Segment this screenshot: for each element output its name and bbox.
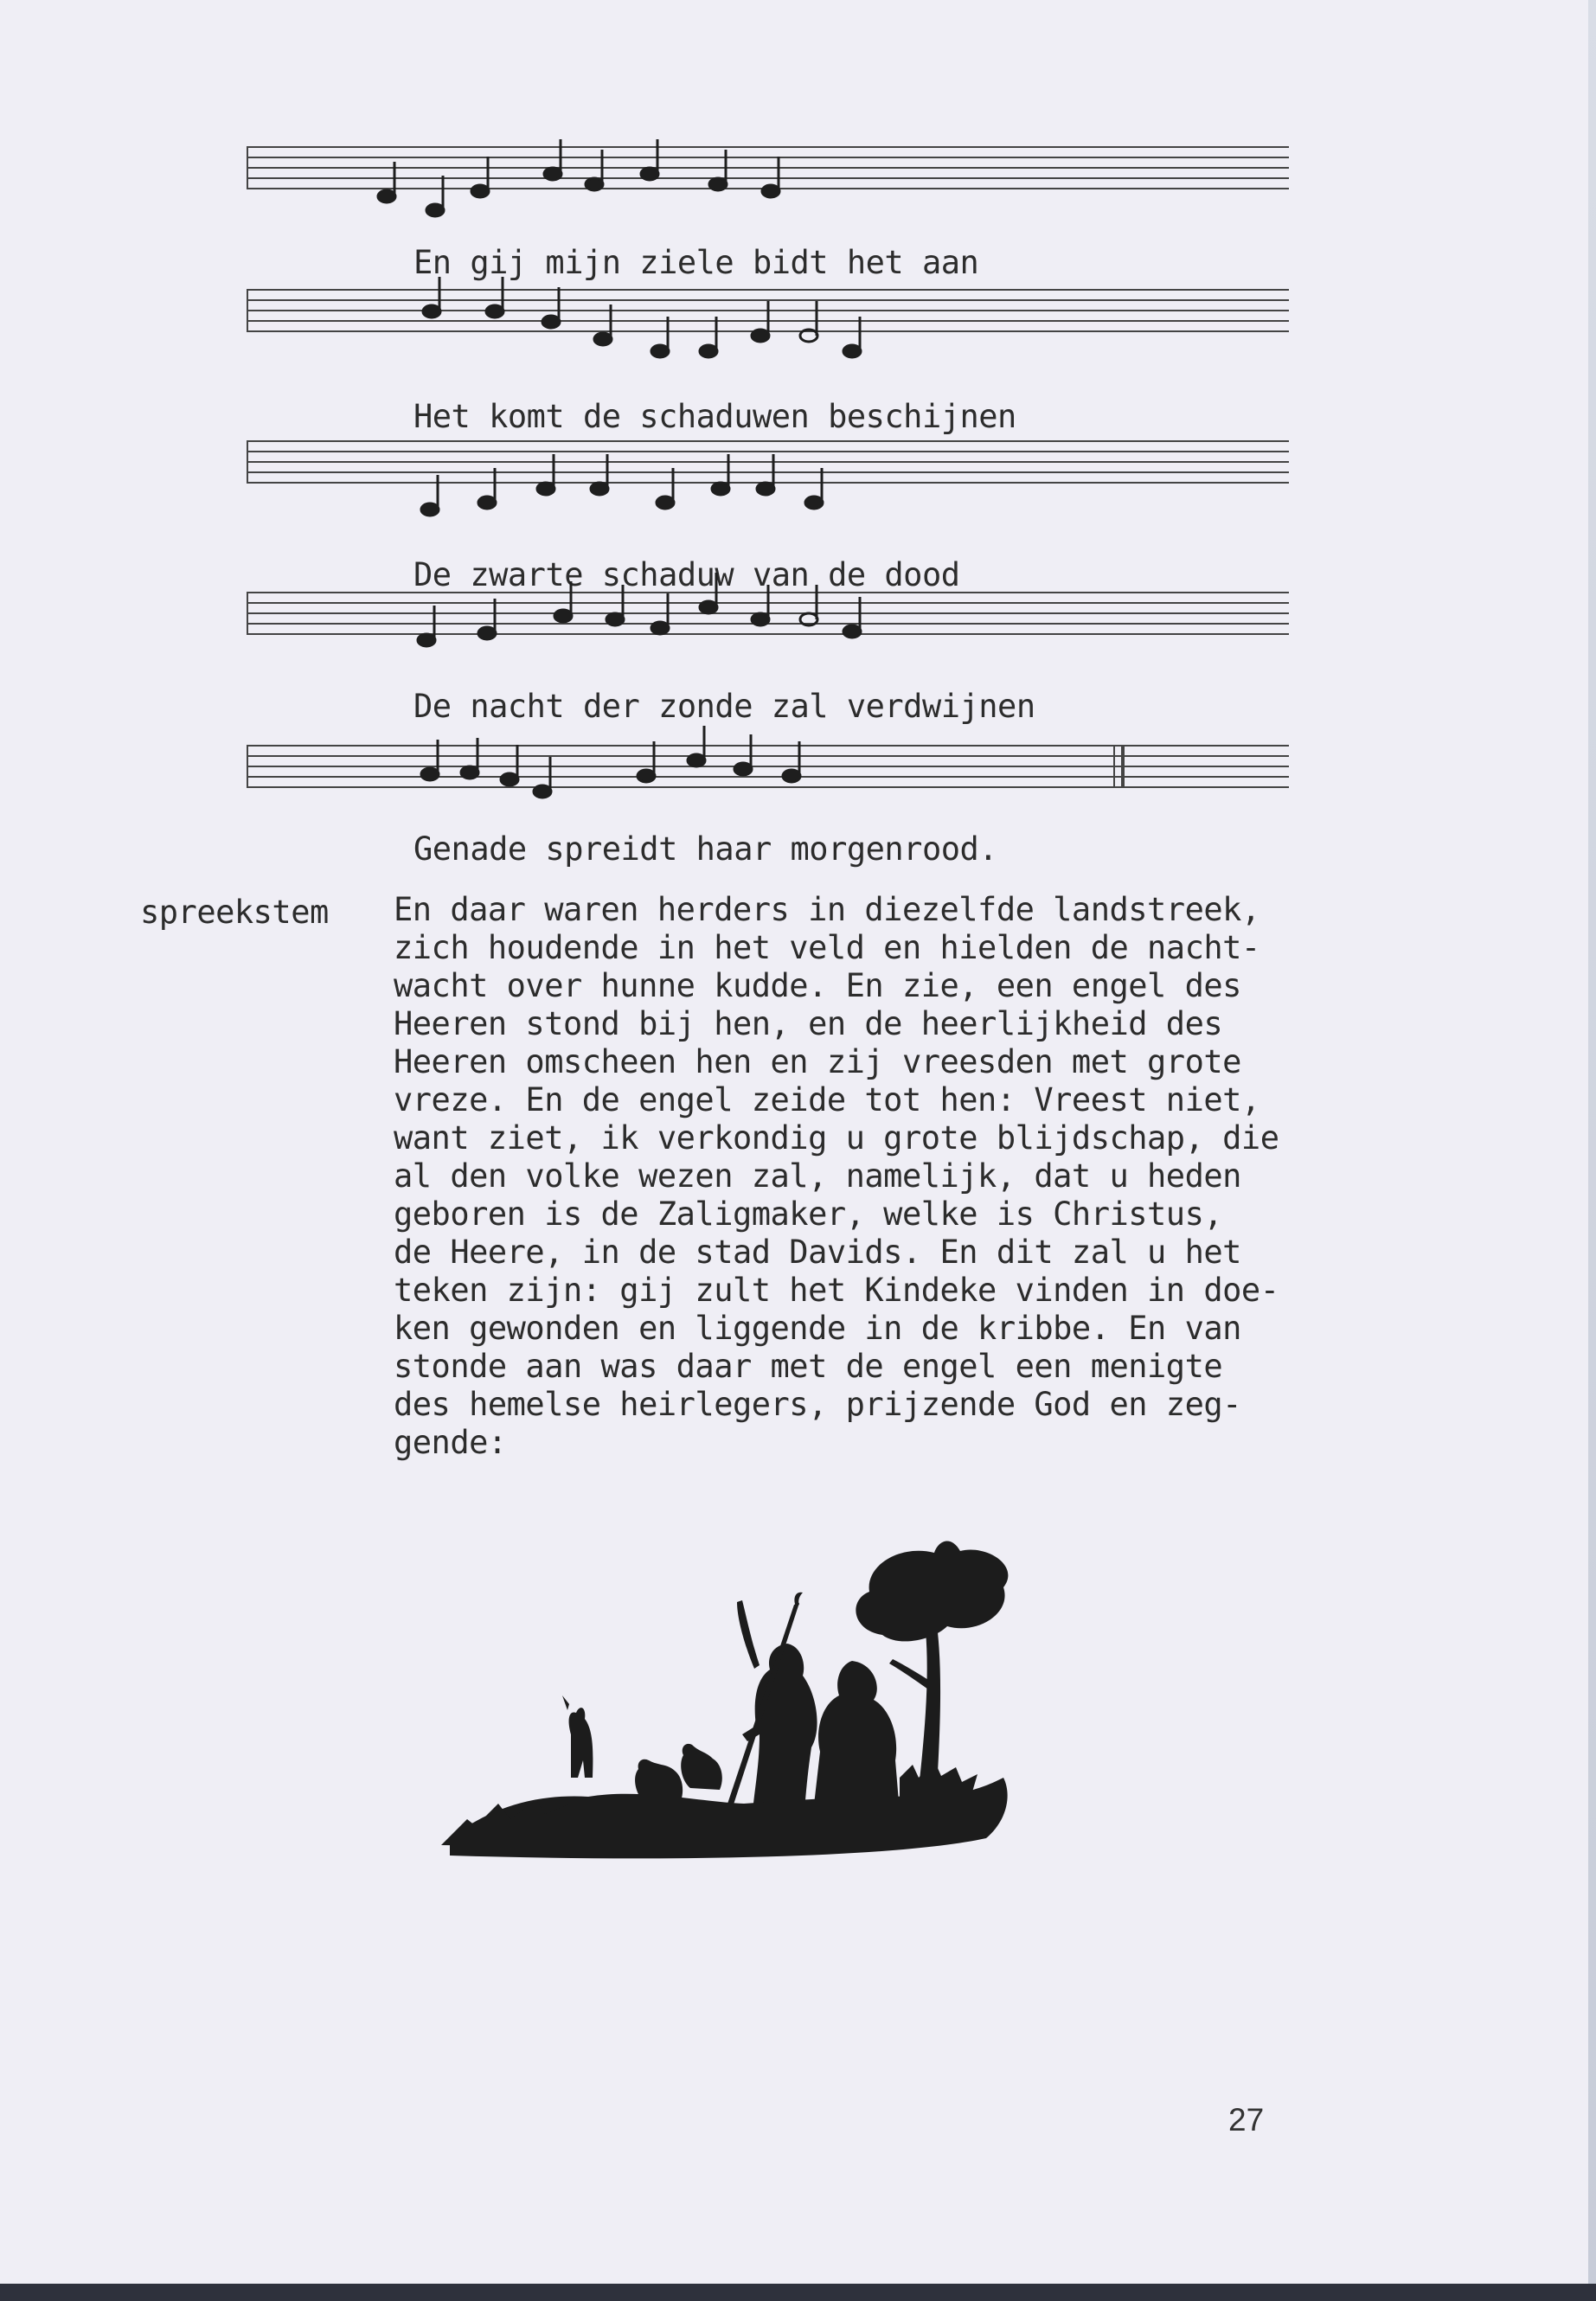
page-number: 27: [1228, 2102, 1265, 2138]
narration-line: vreze. En de engel zeide tot hen: Vreest niet,: [394, 1081, 1260, 1118]
narration-line: al den volke wezen zal, namelijk, dat u heden: [394, 1157, 1241, 1195]
narration-line: teken zijn: gij zult het Kindeke vinden in doe-: [394, 1272, 1279, 1309]
narration-line: ken gewonden en liggende in de kribbe. En van: [394, 1310, 1241, 1347]
shepherds-silhouette-icon: [415, 1518, 1021, 1881]
lyric-line-4: De nacht der zonde zal verdwijnen: [413, 688, 1035, 725]
page-edge: [1588, 0, 1596, 2284]
narration-line: wacht over hunne kudde. En zie, een engel des: [394, 967, 1241, 1004]
narration-line: des hemelse heirlegers, prijzende God en zeg-: [394, 1386, 1241, 1423]
speaker-label: spreekstem: [140, 894, 329, 931]
narration-line: Heeren omscheen hen en zij vreesden met grote: [394, 1043, 1241, 1080]
narration-line: stonde aan was daar met de engel een menigte: [394, 1348, 1223, 1385]
narration-line: Heeren stond bij hen, en de heerlijkheid des: [394, 1005, 1223, 1042]
narration-line: zich houdende in het veld en hielden de nacht-: [394, 929, 1260, 966]
music-staff-3: [247, 437, 1289, 528]
narration-line: de Heere, in de stad Davids. En dit zal u het: [394, 1234, 1241, 1271]
narration-text: [394, 891, 1328, 1462]
bottom-strip: [0, 2284, 1596, 2301]
narration-line: gende:: [394, 1424, 507, 1461]
lyric-line-3: De zwarte schaduw van de dood: [413, 556, 960, 593]
lyric-line-1: En gij mijn ziele bidt het aan: [413, 244, 979, 281]
music-staff-1: [247, 143, 1289, 234]
narration-line: En daar waren herders in diezelfde landstreek,: [394, 891, 1260, 928]
lyric-line-2: Het komt de schaduwen beschijnen: [413, 398, 1016, 435]
narration-line: geboren is de Zaligmaker, welke is Christus,: [394, 1195, 1223, 1233]
music-staff-4: [247, 581, 1289, 668]
narration-line: want ziet, ik verkondig u grote blijdschap, die: [394, 1119, 1279, 1157]
lyric-line-5: Genade spreidt haar morgenrood.: [413, 830, 998, 868]
music-staff-5: [247, 731, 1289, 817]
music-staff-2: [247, 285, 1289, 372]
